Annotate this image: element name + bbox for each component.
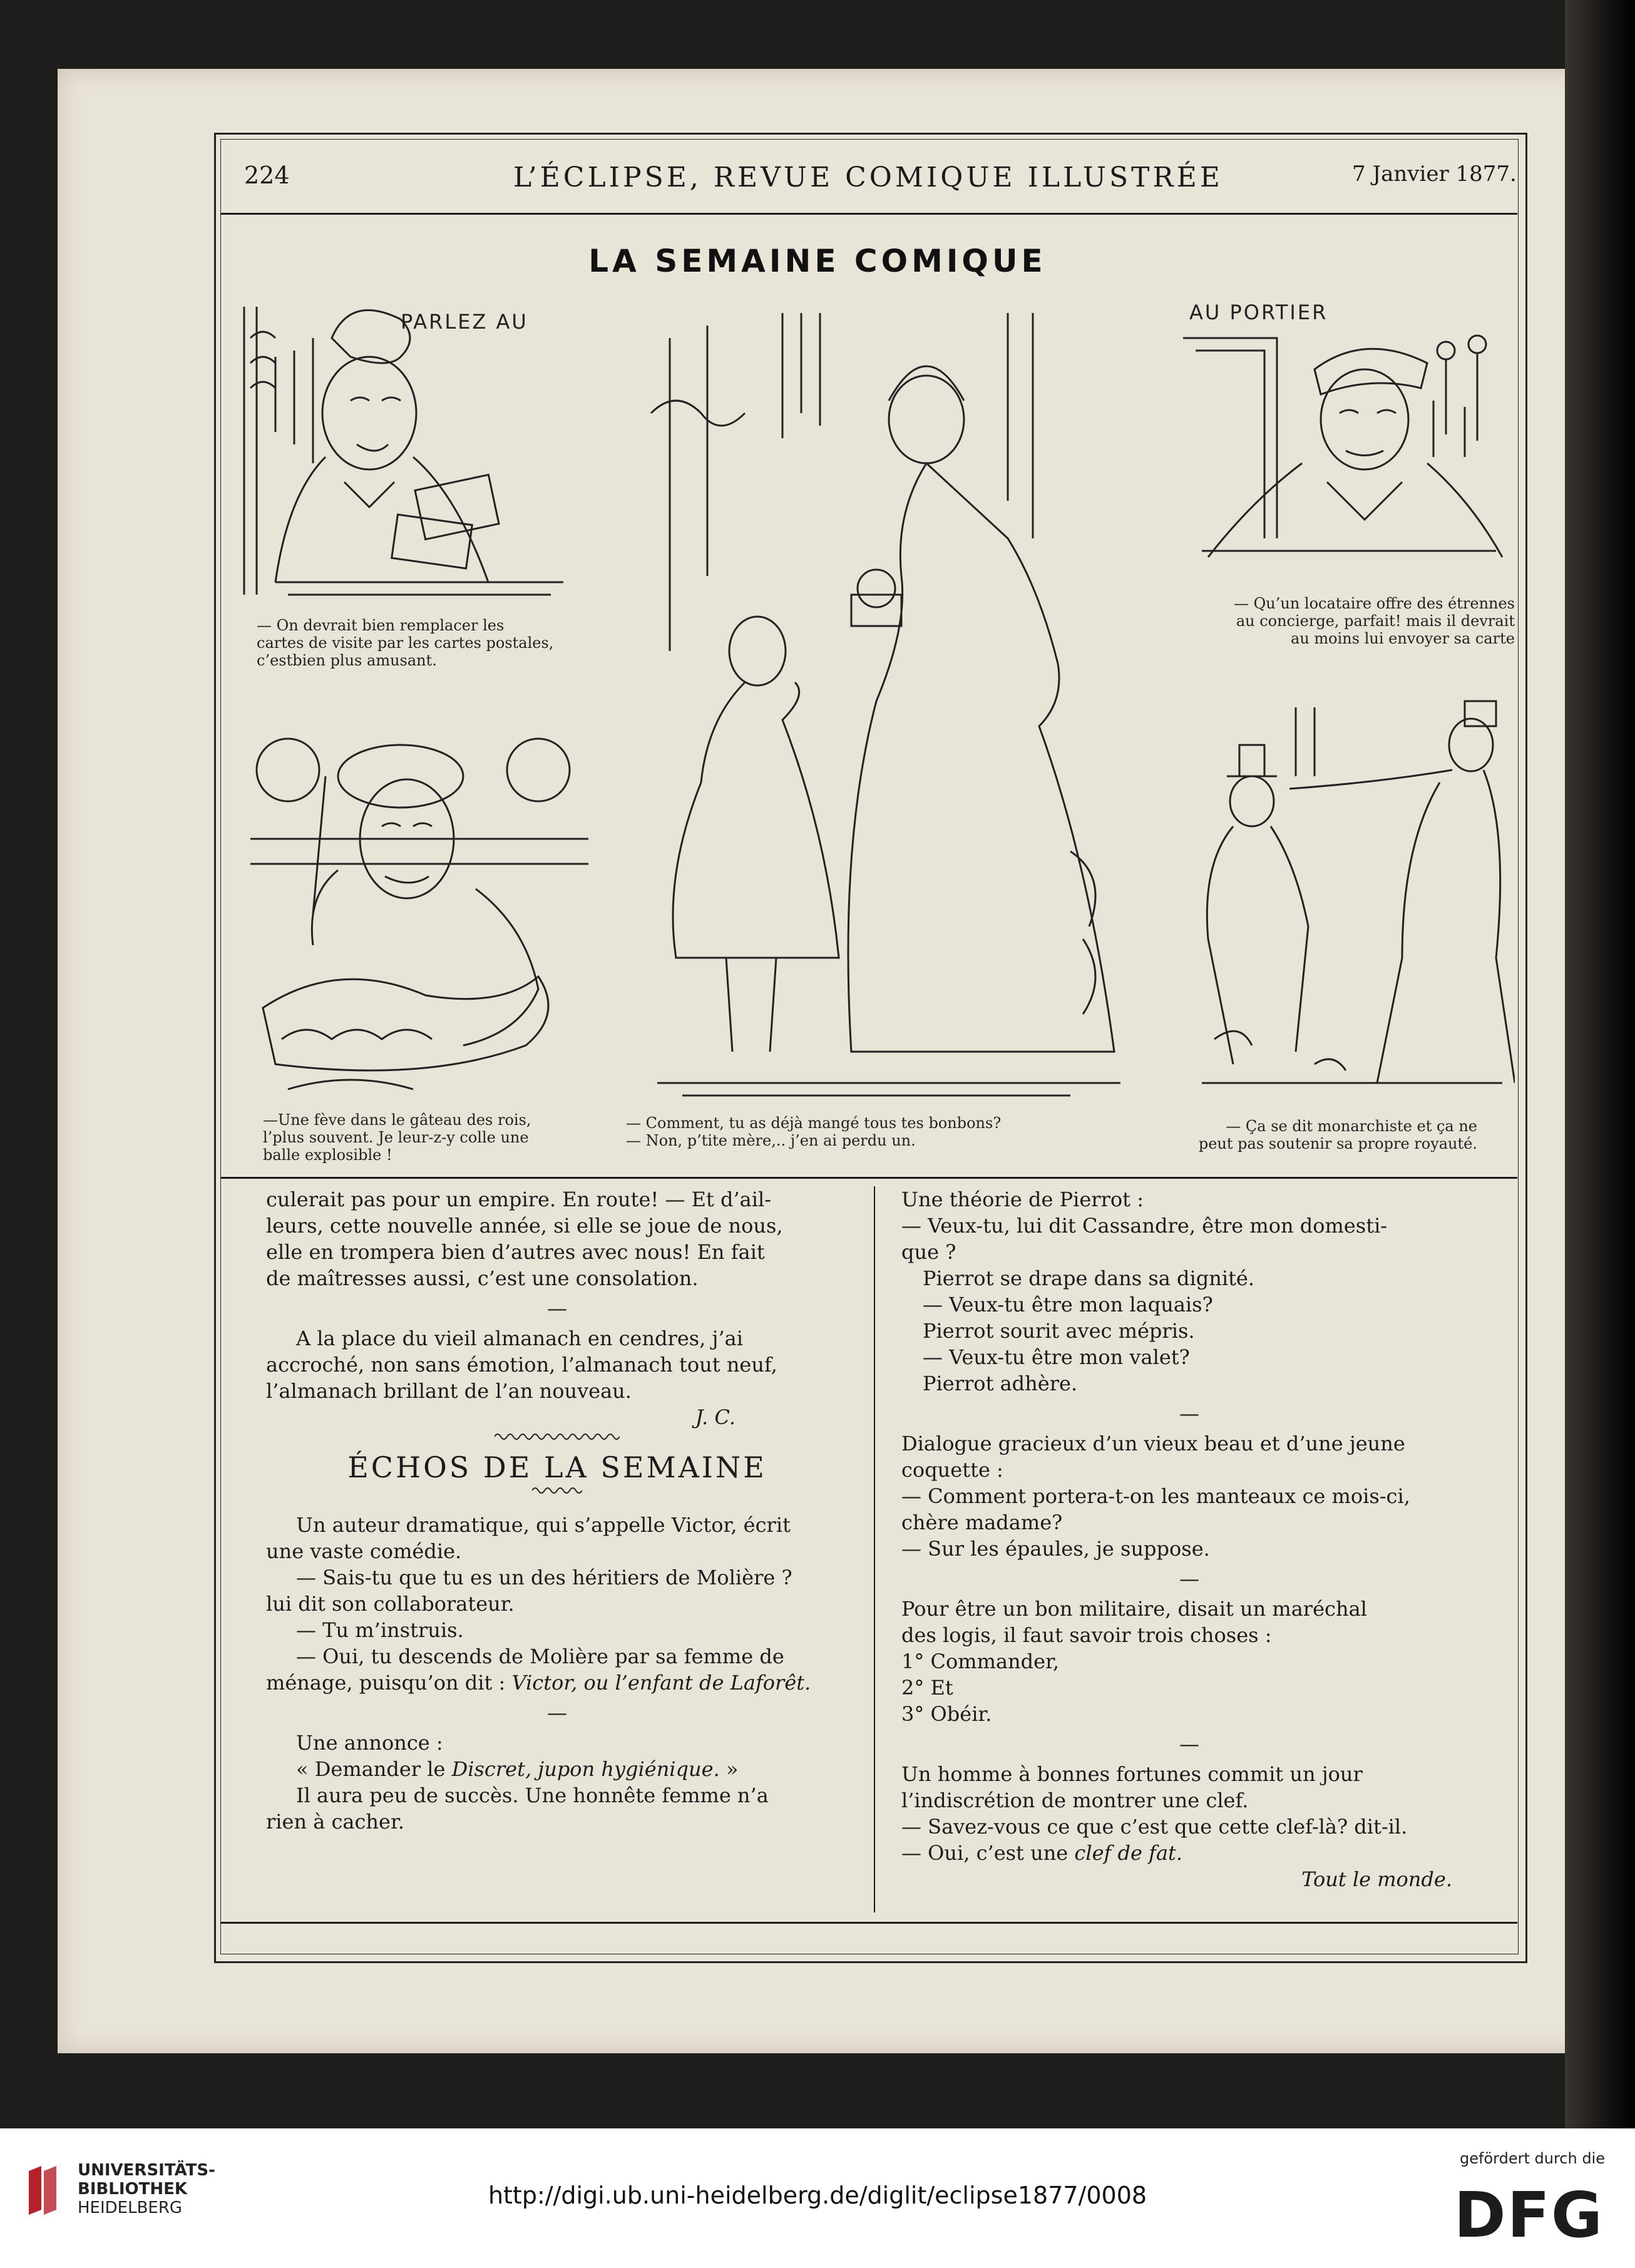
text-line: — Savez-vous ce que c’est que cette clef-là? dit-il. <box>901 1815 1408 1839</box>
separator-dash: — <box>1179 1732 1199 1756</box>
caption-line: — On devrait bien remplacer les <box>257 617 505 634</box>
text-line: elle en trompera bien d’autres avec nous! En fait <box>266 1240 765 1264</box>
caption-line: l’plus souvent. Je leur-z-y colle une <box>263 1129 529 1146</box>
text-line: une vaste comédie. <box>266 1539 462 1563</box>
caption-line: — Non, p’tite mère,.. j’en ai perdu un. <box>626 1132 916 1149</box>
annonce-title: Une annonce : <box>296 1731 443 1755</box>
text-line: » <box>719 1757 739 1781</box>
text-line: — Veux-tu, lui dit Cassandre, être mon domesti- <box>901 1214 1388 1238</box>
text-line: Il aura peu de succès. Une honnête femme n’a <box>296 1783 769 1807</box>
caption-top-left <box>257 617 595 669</box>
intro-paragraph <box>266 1186 848 1291</box>
text-line: chère madame? <box>901 1511 1063 1534</box>
text-line: coquette : <box>901 1458 1003 1482</box>
text-line: 3° Obéir. <box>901 1702 992 1726</box>
text-line: — Oui, c’est une <box>901 1841 1075 1865</box>
text-line: accroché, non sans émotion, l’almanach tout neuf, <box>266 1353 777 1377</box>
text-line: — Sais-tu que tu es un des héritiers de Molière ? <box>296 1566 792 1589</box>
source-url-link[interactable]: http://digi.ub.uni-heidelberg.de/diglit/eclipse1877/0008 <box>488 2182 1147 2209</box>
illustration-bottom-rule <box>220 1177 1517 1179</box>
victor-paragraph <box>266 1512 848 1564</box>
decorative-squiggle <box>495 1430 620 1443</box>
annonce-comment <box>266 1782 848 1835</box>
separator-dash: — <box>547 1701 567 1725</box>
fortunes-paragraph <box>901 1761 1477 1866</box>
italic-text: Victor, ou l’enfant de Laforêt. <box>511 1671 811 1695</box>
book-binding <box>1565 0 1635 2128</box>
pierrot-dialogue <box>901 1213 1477 1397</box>
header-rule <box>220 213 1517 215</box>
decorative-squiggle-small <box>532 1484 582 1497</box>
caption-line: au moins lui envoyer sa carte <box>1291 630 1515 647</box>
separator-dash: — <box>1179 1402 1199 1425</box>
caption-top-right <box>1214 595 1515 647</box>
text-line: leurs, cette nouvelle année, si elle se joue de nous, <box>266 1214 783 1238</box>
text-line: Pierrot adhère. <box>923 1372 1078 1395</box>
dialogue-paragraph <box>901 1430 1477 1562</box>
caption-line: — Ça se dit monarchiste et ça ne <box>1226 1117 1477 1135</box>
text-line: — Veux-tu être mon valet? <box>923 1345 1190 1369</box>
text-line: que ? <box>901 1240 956 1264</box>
caption-line: — Qu’un locataire offre des étrennes <box>1233 595 1515 612</box>
text-line: A la place du vieil almanach en cendres, j’ai <box>296 1326 743 1350</box>
cartoon-top-left <box>238 294 588 607</box>
italic-text: clef de fat. <box>1074 1841 1183 1865</box>
library-name-line: BIBLIOTHEK <box>78 2180 188 2199</box>
caption-line: peut pas soutenir sa propre royauté. <box>1198 1135 1477 1152</box>
text-line: Pour être un bon militaire, disait un maréchal <box>901 1597 1367 1621</box>
cartoon-center <box>632 300 1146 1108</box>
caption-line: —Une fève dans le gâteau des rois, <box>263 1111 531 1129</box>
separator-dash: — <box>1179 1567 1199 1591</box>
sign-parlez-au: PARLEZ AU <box>401 310 528 334</box>
text-line: ménage, puisqu’on dit : <box>266 1671 512 1695</box>
text-line: — Comment portera-t-on les manteaux ce mois-ci, <box>901 1484 1410 1508</box>
victor-answer-1: — Tu m’instruis. <box>296 1618 464 1642</box>
caption-center <box>626 1114 1152 1149</box>
cartoon-bottom-right <box>1189 689 1515 1102</box>
left-column <box>266 1186 848 1835</box>
text-line: l’almanach brillant de l’an nouveau. <box>266 1379 632 1403</box>
text-line: Dialogue gracieux d’un vieux beau et d’une jeune <box>901 1432 1405 1455</box>
funding-text: gefördert durch die <box>1460 2150 1605 2167</box>
separator-dash: — <box>547 1296 567 1320</box>
text-line: 2° Et <box>901 1676 953 1700</box>
text-line: — Sur les épaules, je suppose. <box>901 1537 1210 1561</box>
pierrot-title: Une théorie de Pierrot : <box>901 1188 1144 1211</box>
annonce-text <box>266 1756 848 1782</box>
text-line: « Demander le <box>296 1757 452 1781</box>
italic-text: Discret, jupon hygiénique. <box>451 1757 720 1781</box>
victor-question <box>266 1564 848 1617</box>
section-title: LA SEMAINE COMIQUE <box>588 243 1047 279</box>
text-line: lui dit son collaborateur. <box>266 1592 515 1616</box>
text-line: Un auteur dramatique, qui s’appelle Victor, écrit <box>296 1513 791 1537</box>
text-line: — Oui, tu descends de Molière par sa femme de <box>296 1645 784 1668</box>
library-name-line: UNIVERSITÄTS- <box>78 2161 215 2180</box>
caption-line: balle explosible ! <box>263 1146 392 1164</box>
page-bottom-rule <box>220 1922 1517 1924</box>
dfg-logo: DFG <box>1453 2178 1604 2252</box>
signature-tout-le-monde: Tout le monde. <box>1301 1867 1452 1891</box>
text-line: rien à cacher. <box>266 1810 404 1834</box>
text-line: Pierrot se drape dans sa dignité. <box>923 1266 1255 1290</box>
caption-line: — Comment, tu as déjà mangé tous tes bonbons? <box>626 1114 1002 1132</box>
column-separator <box>874 1186 875 1912</box>
victor-answer-2 <box>266 1643 848 1696</box>
text-line: de maîtresses aussi, c’est une consolation. <box>266 1266 699 1290</box>
signature-jc: J. C. <box>695 1405 735 1429</box>
text-line: l’indiscrétion de montrer une clef. <box>901 1788 1249 1812</box>
text-line: — Veux-tu être mon laquais? <box>923 1293 1213 1316</box>
militaire-paragraph <box>901 1596 1477 1727</box>
text-line: Un homme à bonnes fortunes commit un jour <box>901 1762 1363 1786</box>
text-line: 1° Commander, <box>901 1650 1060 1673</box>
echoes-title: ÉCHOS DE LA SEMAINE <box>347 1450 767 1484</box>
cartoon-top-right <box>1177 294 1515 570</box>
library-name-line: HEIDELBERG <box>78 2199 183 2217</box>
almanach-paragraph <box>266 1325 848 1404</box>
caption-bottom-left <box>263 1111 576 1164</box>
caption-line: c’estbien plus amusant. <box>257 652 437 669</box>
caption-line: cartes de visite par les cartes postales, <box>257 634 554 652</box>
text-line: des logis, il faut savoir trois choses : <box>901 1623 1272 1647</box>
cartoon-bottom-left <box>250 714 588 1102</box>
issue-date: 7 Janvier 1877. <box>1352 162 1517 187</box>
page-number: 224 <box>244 162 290 189</box>
viewer-footer <box>0 2128 1635 2268</box>
journal-title: L’ÉCLIPSE, REVUE COMIQUE ILLUSTRÉE <box>513 162 1223 193</box>
sign-au-portier: AU PORTIER <box>1189 300 1328 324</box>
caption-line: au concierge, parfait! mais il devrait <box>1236 612 1515 630</box>
text-line: Pierrot sourit avec mépris. <box>923 1319 1195 1343</box>
right-column <box>901 1186 1477 1892</box>
caption-bottom-right <box>1152 1117 1477 1152</box>
text-line: culerait pas pour un empire. En route! — Et d’ail- <box>266 1188 772 1211</box>
